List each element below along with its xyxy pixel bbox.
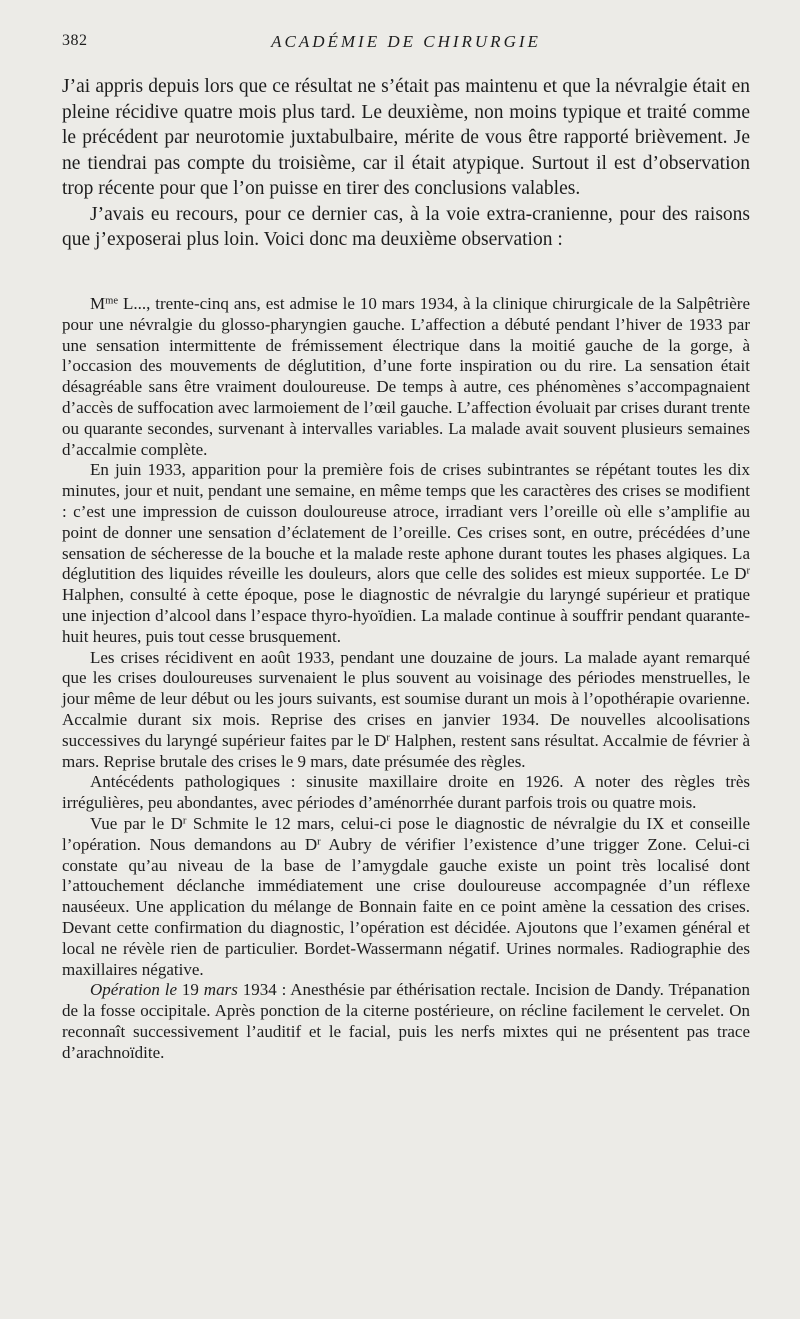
observation-text bbox=[62, 294, 750, 1063]
intro-paragraph-1: J’ai appris depuis lors que ce résultat ne s’était pas maintenu et que la névralgie était en pleine récidive quatre mois plus tard. Le deuxième, non moins typique et traité comme le précédent par neurotomie juxtabulbaire, mérite de vous être rapporté brièvement. Je ne tiendrai pas compte du troisième, car il était atypique. Surtout il est d’observation trop récente pour que l’on puisse en tirer des conclusions valables. bbox=[62, 76, 750, 199]
observation-paragraph-3: Les crises récidivent en août 1933, pendant une douzaine de jours. La malade ayant remarqué que les crises douloureuses survenaient le plus souvent au voisinage des périodes menstruelles, le jour même de leur début ou les jours suivants, est soumise durant un mois à l’opothérapie ovarienne. Accalmie durant six mois. Reprise des crises en janvier 1934. De nouvelles alcoolisations successives du laryngé supérieur faites par le $D^r$ Halphen, restent sans résultat. Accalmie de février à mars. Reprise brutale des crises le 9 mars, date présumée des règles. bbox=[62, 647, 750, 771]
page-number: 382 bbox=[62, 32, 88, 49]
observation-paragraph-6: Opération le 19 mars 1934 : Anesthésie par éthérisation rectale. Incision de Dandy. Trépanation de la fosse occipitale. Après ponction de la citerne postérieure, on récline facilement le cervelet. On reconnaît successivement l’auditif et le facial, puis les nerfs mixtes qui ne présentent pas trace d’arachnoïdite. bbox=[62, 980, 751, 1062]
running-title: ACADÉMIE DE CHIRURGIE bbox=[271, 32, 541, 51]
intro-paragraph-2: J’avais eu recours, pour ce dernier cas, à la voie extra-cranienne, pour des raisons que j’exposerai plus loin. Voici donc ma deuxième observation : bbox=[62, 203, 750, 250]
observation-paragraph-1: $M^{me}$ L..., trente-cinq ans, est admise le 10 mars 1934, à la clinique chirurgicale de la Salpêtrière pour une névralgie du glosso-pharyngien gauche. L’affection a débuté pendant l’hiver de 1933 par une sensation intermittente de frémissement électrique dans la moitié gauche de la gorge, à l’occasion des mouvements de déglutition, d’une forte inspiration ou du rire. La sensation était désagréable sans être vraiment douloureuse. De temps à autre, ces phénomènes s’accompagnaient d’accès de suffocation avec larmoiement de l’œil gauche. L’affection évoluait par crises durant trente ou quarante secondes, survenant à intervalles variables. La malade avait souvent plusieurs semaines d’accalmie complète. bbox=[62, 294, 750, 459]
observation-paragraph-4: Antécédents pathologiques : sinusite maxillaire droite en 1926. A noter des règles très irrégulières, peu abondantes, avec périodes d’aménorrhée durant parfois trois ou quatre mois. bbox=[62, 772, 750, 813]
page-header bbox=[62, 32, 750, 56]
observation-paragraph-5: Vue par le $D^r$ Schmite le 12 mars, celui-ci pose le diagnostic de névralgie du IX et conseille l’opération. Nous demandons au $D^r$ Aubry de vérifier l’existence d’une trigger Zone. Celui-ci constate qu’au niveau de la base de l’amygdale gauche existe un point très localisé dont l’attouchement déclanche immédiatement une crise douloureuse accompagnée d’un réflexe nauséeux. Une application du mélange de Bonnain faite en ce point amène la cessation des crises. Devant cette confirmation du diagnostic, l’opération est décidée. Ajoutons que l’examen général et local ne révèle rien de particulier. Bordet-Wassermann négatif. Urines normales. Radiographie des maxillaires négative. bbox=[62, 813, 750, 979]
observation-paragraph-2: En juin 1933, apparition pour la première fois de crises subintrantes se répétant toutes les dix minutes, jour et nuit, pendant une semaine, en même temps que les caractères des crises se modifient : c’est une impression de cuisson douloureuse atroce, irradiant vers l’oreille où elle s’amplifie au point de donner une sensation d’éclatement de l’oreille. Ces crises sont, en outre, précédées d’une sensation de sécheresse de la bouche et la malade reste aphone durant toutes les phases algiques. La déglutition des liquides réveille les douleurs, alors que celle des solides est mieux supportée. Le $D^r$ Halphen, consulté à cette époque, pose le diagnostic de névralgie du laryngé supérieur et pratique une injection d’alcool dans l’espace thyro-hyoïdien. La malade continue à souffrir pendant quarante-huit heures, puis tout cesse brusquement. bbox=[62, 460, 750, 646]
intro-text bbox=[62, 74, 750, 253]
